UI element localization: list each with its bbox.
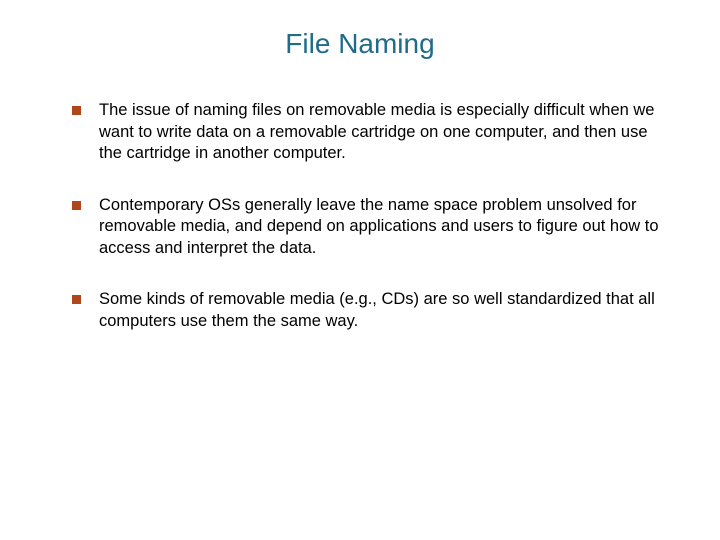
slide-title: File Naming (285, 28, 435, 59)
square-bullet-icon (72, 295, 81, 304)
square-bullet-icon (72, 201, 81, 210)
bullet-text: Some kinds of removable media (e.g., CDs) are so well standardized that all computers use them the same way. (99, 290, 655, 330)
bullet-item-standardized-media (72, 289, 672, 332)
bullet-text: Contemporary OSs generally leave the name space problem unsolved for removable media, and depend on applications and users to figure out how to access and interpret the data. (99, 195, 659, 257)
square-bullet-icon (72, 106, 81, 115)
bullet-item-name-space-problem (72, 195, 672, 260)
bullet-item-naming-difficulty (72, 100, 672, 165)
bullet-list (72, 100, 672, 362)
bullet-text: The issue of naming files on removable media is especially difficult when we want to write data on a removable cartridge on one computer, and then use the cartridge in another computer. (99, 101, 655, 162)
